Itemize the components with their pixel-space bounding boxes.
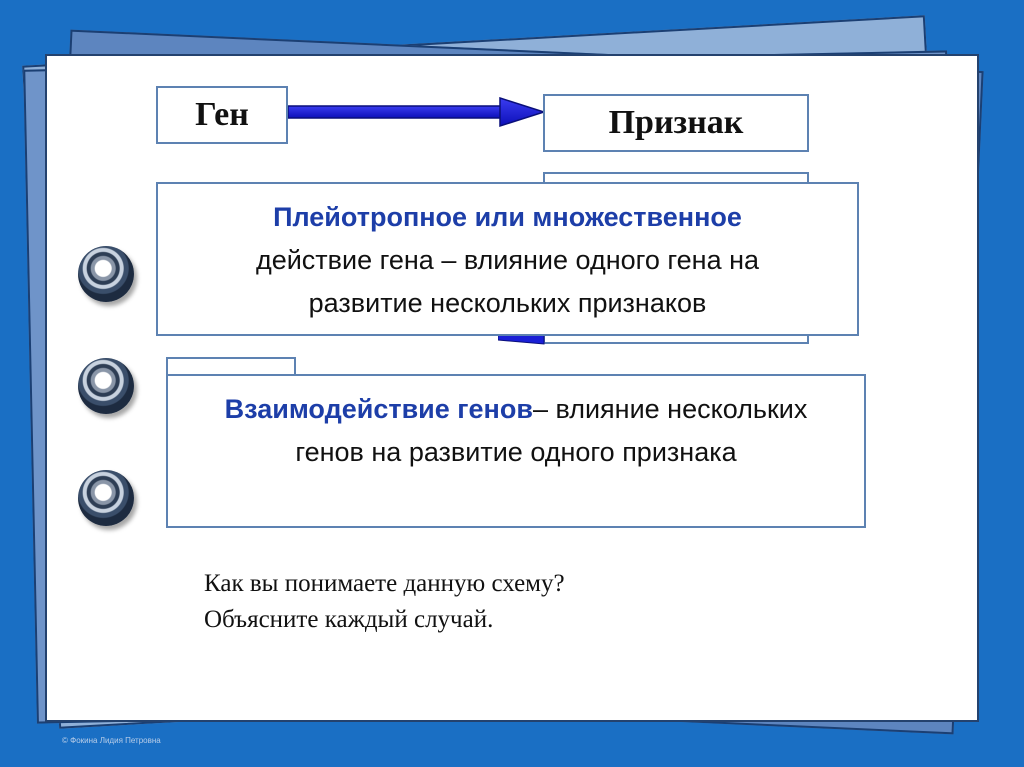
question-line: Объясните каждый случай. [204,606,494,633]
pleiotropy-card [156,182,859,336]
ring-bullet-icon [78,470,134,526]
pleiotropy-line: развитие нескольких признаков [308,288,707,318]
trait-box [543,94,809,152]
trait-label: Признак [608,104,744,141]
gene-box [156,86,288,144]
pleiotropy-line: действие гена – влияние одного гена на [255,245,760,275]
ring-bullet-icon [78,358,134,414]
pleiotropy-term: Плейотропное или множественное [273,202,742,232]
pleiotropy-text [172,196,843,325]
interaction-card [166,374,866,528]
ring-bullet-icon [78,246,134,302]
interaction-text [182,388,850,474]
gene-to-trait-arrow [288,94,546,134]
question-line: Как вы понимаете данную схему? [204,570,565,597]
copyright: © Фокина Лидия Петровна [62,736,161,745]
gene-label: Ген [195,96,249,133]
question-text [204,566,565,638]
interaction-line: генов на развитие одного признака [295,437,737,467]
interaction-term: Взаимодействие генов [224,394,533,424]
interaction-line: – влияние нескольких [532,394,808,424]
